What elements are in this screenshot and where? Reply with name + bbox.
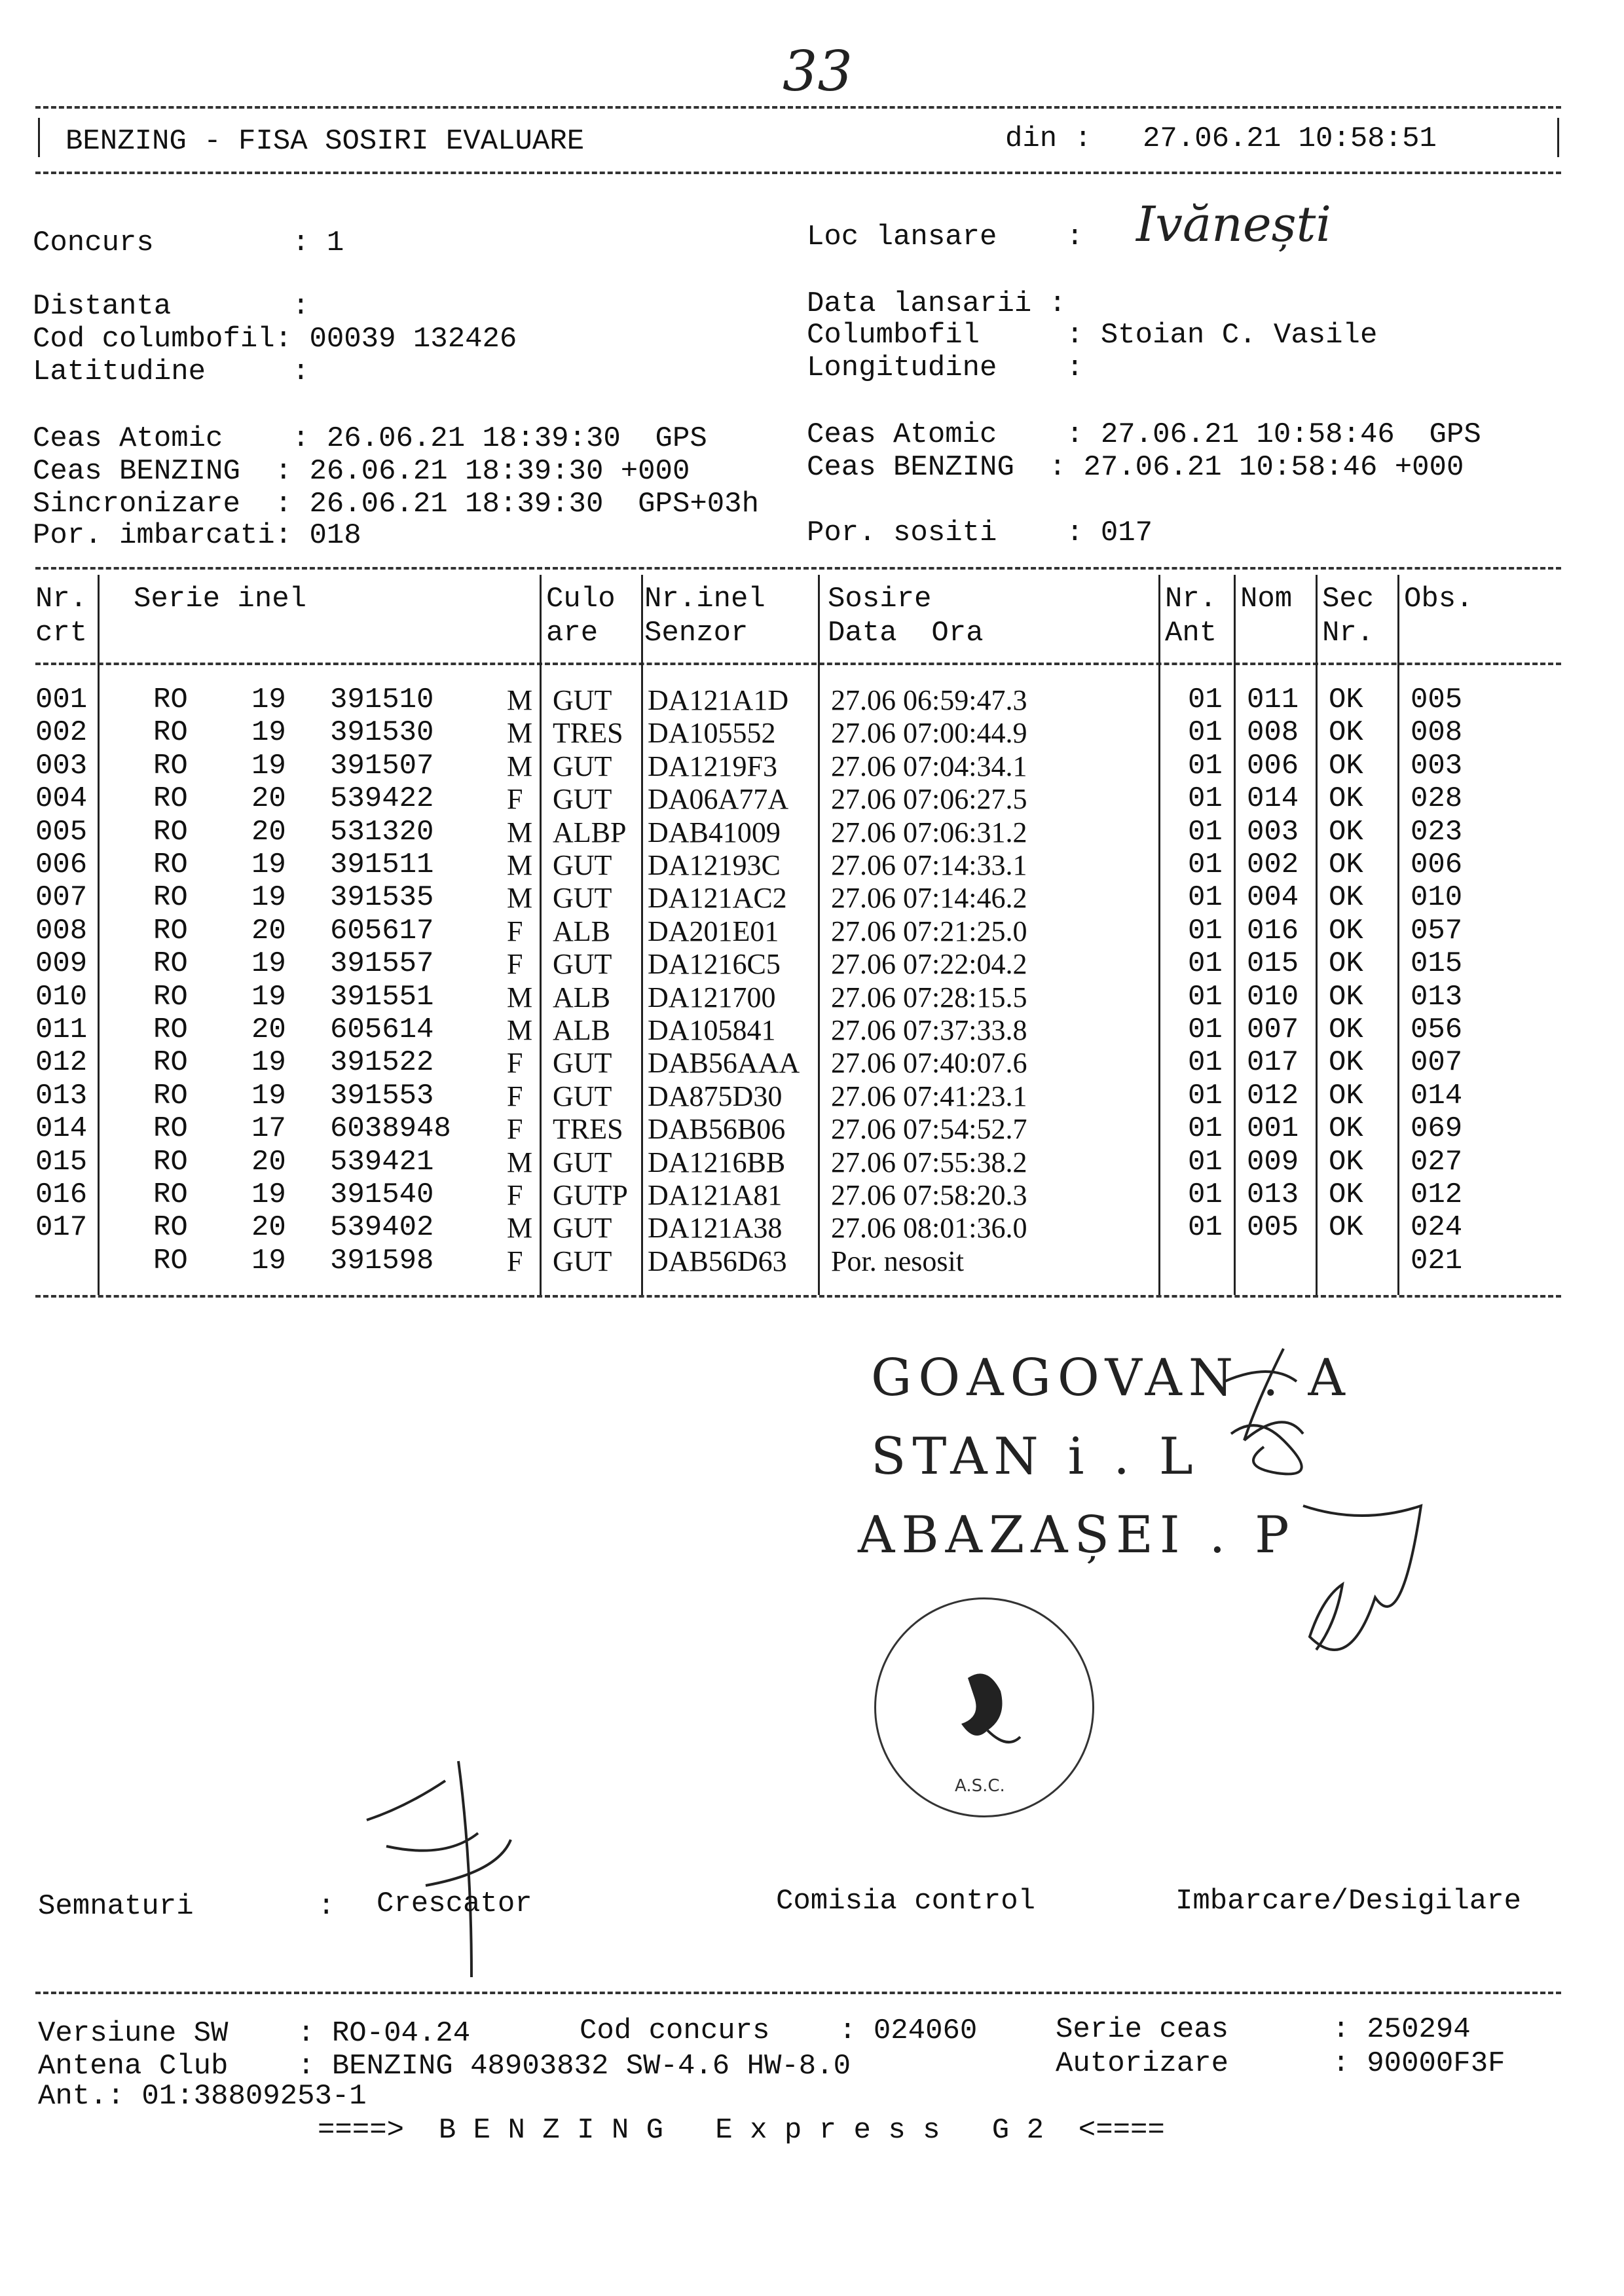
cell-tara: RO xyxy=(153,749,188,782)
cell-an: 20 xyxy=(251,815,286,848)
cell-nom: 013 xyxy=(1247,1178,1299,1211)
benzing-banner: ====> B E N Z I N G E x p r e s s G 2 <==== xyxy=(318,2114,1165,2147)
stamp-text: A.S.C. xyxy=(955,1776,1005,1796)
cell-obs: 027 xyxy=(1411,1145,1463,1178)
cell-an: 20 xyxy=(251,782,286,816)
cell-ant: 01 xyxy=(1188,1178,1223,1211)
cell-an: 20 xyxy=(251,1145,286,1178)
cell-sex: M xyxy=(507,1014,533,1046)
cell-sosire: 27.06 07:04:34.1 xyxy=(831,750,1027,782)
cell-senzor: DAB56AAA xyxy=(648,1047,800,1080)
concurs-field: Concurs : 1 xyxy=(33,227,344,259)
cell-senzor: DA121A38 xyxy=(648,1212,783,1245)
cell-sex: F xyxy=(507,1047,523,1080)
cell-nr: 004 xyxy=(35,782,88,816)
cell-sosire: 27.06 07:55:38.2 xyxy=(831,1146,1027,1178)
handwritten-name: ABAZAȘEI . P xyxy=(858,1506,1296,1565)
column-header-culoare: are xyxy=(546,617,599,649)
cell-obs: 003 xyxy=(1411,749,1463,782)
cod-columbofil-field: Cod columbofil: 00039 132426 xyxy=(33,323,517,355)
cell-culoare: GUTP xyxy=(553,1179,628,1211)
cell-sosire: 27.06 07:28:15.5 xyxy=(831,981,1027,1013)
cell-sex: F xyxy=(507,1080,523,1112)
column-header-nrinel: Nr.inel xyxy=(644,583,766,615)
cell-sec: OK xyxy=(1329,881,1363,915)
cell-sec: OK xyxy=(1329,1145,1363,1178)
cell-culoare: GUT xyxy=(553,1047,612,1080)
cell-sex: F xyxy=(507,1179,523,1211)
cell-culoare: GUT xyxy=(553,1212,612,1245)
cell-senzor: DAB41009 xyxy=(648,816,781,848)
cell-culoare: GUT xyxy=(553,783,612,816)
cell-an: 20 xyxy=(251,1211,286,1245)
cell-nr: 017 xyxy=(35,1211,88,1245)
cell-sex: F xyxy=(507,783,523,816)
cell-culoare: GUT xyxy=(553,684,612,716)
cell-inel: 391507 xyxy=(330,749,434,782)
cell-culoare: GUT xyxy=(553,849,612,881)
column-header-sec: Sec xyxy=(1322,583,1375,615)
cell-an: 20 xyxy=(251,914,286,947)
cell-inel: 539422 xyxy=(330,782,434,816)
cell-an: 19 xyxy=(251,683,286,716)
cell-nom: 007 xyxy=(1247,1013,1299,1046)
cell-sosire: 27.06 07:37:33.8 xyxy=(831,1014,1027,1046)
cell-sosire: 27.06 07:40:07.6 xyxy=(831,1047,1027,1080)
cell-culoare: GUT xyxy=(553,882,612,915)
column-header-culoare: Culo xyxy=(546,583,616,615)
cell-inel: 539421 xyxy=(330,1145,434,1178)
loc-lansare-field: Loc lansare : xyxy=(807,221,1084,253)
column-header-serie: Serie inel xyxy=(134,583,307,615)
cell-senzor: DA121AC2 xyxy=(648,882,787,915)
cell-nr: 007 xyxy=(35,881,88,915)
cell-ant: 01 xyxy=(1188,914,1223,947)
column-header-sec: Nr. xyxy=(1322,617,1375,649)
cell-inel: 6038948 xyxy=(330,1112,451,1146)
cell-sec: OK xyxy=(1329,980,1363,1013)
cell-nom: 003 xyxy=(1247,815,1299,848)
footer-separator xyxy=(35,1992,1561,1994)
cell-sex: M xyxy=(507,684,533,716)
cell-tara: RO xyxy=(153,947,188,981)
cell-inel: 531320 xyxy=(330,815,434,848)
cod-concurs: Cod concurs : 024060 xyxy=(580,2014,978,2047)
cell-obs: 069 xyxy=(1411,1112,1463,1146)
cell-tara: RO xyxy=(153,914,188,947)
cell-senzor: DA121A81 xyxy=(648,1179,783,1211)
column-header-nom: Nom xyxy=(1240,583,1293,615)
ceas-atomic-start: Ceas Atomic : 26.06.21 18:39:30 GPS xyxy=(33,422,707,455)
cell-obs: 010 xyxy=(1411,881,1463,915)
cell-sex: M xyxy=(507,816,533,848)
cell-senzor: DA12193C xyxy=(648,849,781,881)
ceas-atomic-end: Ceas Atomic : 27.06.21 10:58:46 GPS xyxy=(807,418,1481,451)
column-header-nr: crt xyxy=(35,617,88,649)
cell-sosire: 27.06 07:06:31.2 xyxy=(831,816,1027,848)
cell-ant: 01 xyxy=(1188,1145,1223,1178)
cell-obs: 006 xyxy=(1411,848,1463,881)
versiune-sw: Versiune SW : RO-04.24 xyxy=(38,2017,471,2050)
cell-sosire: 27.06 06:59:47.3 xyxy=(831,684,1027,716)
cell-senzor: DA201E01 xyxy=(648,915,779,947)
cell-tara: RO xyxy=(153,1145,188,1178)
report-datetime: 27.06.21 10:58:51 xyxy=(1143,122,1437,155)
cell-nom: 005 xyxy=(1247,1211,1299,1245)
cell-senzor: DA1219F3 xyxy=(648,750,778,782)
cell-tara: RO xyxy=(153,683,188,716)
imbarcare-label: Imbarcare/Desigilare xyxy=(1175,1885,1522,1918)
latitudine-field: Latitudine : xyxy=(33,355,310,388)
cell-culoare: ALB xyxy=(553,915,610,947)
serie-ceas: Serie ceas : 250294 xyxy=(1056,2013,1471,2046)
column-header-nr: Nr. xyxy=(35,583,88,615)
cell-sec: OK xyxy=(1329,947,1363,981)
cell-senzor: DA105841 xyxy=(648,1014,776,1046)
longitudine-field: Longitudine : xyxy=(807,352,1084,384)
cell-an: 19 xyxy=(251,881,286,915)
column-header-ant: Nr. xyxy=(1165,583,1217,615)
cell-tara: RO xyxy=(153,1244,188,1277)
cell-inel: 391540 xyxy=(330,1178,434,1211)
cell-an: 19 xyxy=(251,1079,286,1112)
cell-nr: 005 xyxy=(35,815,88,848)
cell-nr: 014 xyxy=(35,1112,88,1146)
column-header-obs: Obs. xyxy=(1404,583,1473,615)
cell-inel: 391511 xyxy=(330,848,434,881)
cell-culoare: ALBP xyxy=(553,816,627,848)
cell-nr: 006 xyxy=(35,848,88,881)
cell-nom: 009 xyxy=(1247,1145,1299,1178)
cell-sex: M xyxy=(507,849,533,881)
cell-an: 19 xyxy=(251,947,286,981)
cell-sec: OK xyxy=(1329,1013,1363,1046)
cell-ant: 01 xyxy=(1188,782,1223,816)
club-stamp xyxy=(874,1597,1094,1817)
cell-sec: OK xyxy=(1329,749,1363,782)
cell-nr: 008 xyxy=(35,914,88,947)
cell-senzor: DAB56D63 xyxy=(648,1245,787,1277)
cell-ant: 01 xyxy=(1188,947,1223,981)
cell-obs: 057 xyxy=(1411,914,1463,947)
cell-nom: 004 xyxy=(1247,881,1299,915)
cell-sosire: 27.06 08:01:36.0 xyxy=(831,1212,1027,1245)
cell-sex: F xyxy=(507,1245,523,1277)
cell-senzor: DA121A1D xyxy=(648,684,789,716)
cell-nom: 014 xyxy=(1247,782,1299,816)
cell-nom: 006 xyxy=(1247,749,1299,782)
cell-nr: 010 xyxy=(35,980,88,1013)
ceas-benzing-end: Ceas BENZING : 27.06.21 10:58:46 +000 xyxy=(807,451,1464,484)
cell-inel: 391598 xyxy=(330,1244,434,1277)
cell-sosire: 27.06 07:00:44.9 xyxy=(831,717,1027,750)
sincronizare: Sincronizare : 26.06.21 18:39:30 GPS+03h xyxy=(33,488,759,520)
cell-sec: OK xyxy=(1329,716,1363,750)
cell-inel: 391551 xyxy=(330,980,434,1013)
cell-senzor: DA06A77A xyxy=(648,783,789,816)
cell-ant: 01 xyxy=(1188,1013,1223,1046)
cell-nom: 016 xyxy=(1247,914,1299,947)
cell-sex: M xyxy=(507,981,533,1013)
cell-senzor: DAB56B06 xyxy=(648,1113,786,1146)
cell-nr: 001 xyxy=(35,683,88,716)
cell-sex: F xyxy=(507,948,523,981)
cell-inel: 391535 xyxy=(330,881,434,915)
column-header-nrinel: Senzor xyxy=(644,617,748,649)
cell-ant: 01 xyxy=(1188,749,1223,782)
cell-nom: 001 xyxy=(1247,1112,1299,1146)
cell-sec: OK xyxy=(1329,683,1363,716)
por-imbarcati: Por. imbarcati: 018 xyxy=(33,519,361,552)
cell-tara: RO xyxy=(153,980,188,1013)
crescator-label: Crescator xyxy=(377,1887,532,1920)
cell-ant: 01 xyxy=(1188,1046,1223,1080)
cell-sosire: 27.06 07:14:33.1 xyxy=(831,849,1027,881)
cell-nom: 008 xyxy=(1247,716,1299,750)
por-sositi: Por. sositi : 017 xyxy=(807,517,1153,549)
cell-sec: OK xyxy=(1329,1211,1363,1245)
cell-tara: RO xyxy=(153,815,188,848)
cell-an: 17 xyxy=(251,1112,286,1146)
cell-culoare: ALB xyxy=(553,981,610,1013)
cell-an: 19 xyxy=(251,1244,286,1277)
cell-culoare: TRES xyxy=(553,717,623,750)
cell-ant: 01 xyxy=(1188,1112,1223,1146)
cell-tara: RO xyxy=(153,1046,188,1080)
semnaturi-label: Semnaturi xyxy=(38,1890,194,1923)
loc-lansare-handwritten: Ivănești xyxy=(1136,196,1331,253)
cell-inel: 539402 xyxy=(330,1211,434,1245)
cell-sex: F xyxy=(507,1113,523,1146)
cell-nom: 012 xyxy=(1247,1079,1299,1112)
cell-nom: 010 xyxy=(1247,980,1299,1013)
cell-an: 20 xyxy=(251,1013,286,1046)
din-label: din : xyxy=(1005,122,1092,155)
column-header-sosire: Sosire xyxy=(828,583,932,615)
cell-nr: 009 xyxy=(35,947,88,981)
cell-culoare: GUT xyxy=(553,1080,612,1112)
cell-an: 19 xyxy=(251,1046,286,1080)
cell-sec: OK xyxy=(1329,1178,1363,1211)
cell-sec: OK xyxy=(1329,1079,1363,1112)
cell-tara: RO xyxy=(153,848,188,881)
cell-nom: 015 xyxy=(1247,947,1299,981)
cell-sosire: 27.06 07:58:20.3 xyxy=(831,1179,1027,1211)
cell-ant: 01 xyxy=(1188,848,1223,881)
cell-sec: OK xyxy=(1329,914,1363,947)
data-lansarii-field: Data lansarii : xyxy=(807,287,1067,320)
distanta-field: Distanta : xyxy=(33,290,310,323)
cell-inel: 391522 xyxy=(330,1046,434,1080)
cell-tara: RO xyxy=(153,1112,188,1146)
cell-tara: RO xyxy=(153,716,188,750)
cell-an: 19 xyxy=(251,1178,286,1211)
cell-sex: M xyxy=(507,717,533,750)
cell-obs: 007 xyxy=(1411,1046,1463,1080)
cell-sec: OK xyxy=(1329,782,1363,816)
cell-tara: RO xyxy=(153,1013,188,1046)
cell-culoare: GUT xyxy=(553,1245,612,1277)
antenna-id: Ant.: 01:38809253-1 xyxy=(38,2080,367,2113)
cell-obs: 008 xyxy=(1411,716,1463,750)
cell-sosire: 27.06 07:14:46.2 xyxy=(831,882,1027,915)
cell-inel: 391510 xyxy=(330,683,434,716)
cell-obs: 023 xyxy=(1411,815,1463,848)
handwritten-name: GOAGOVAN . A xyxy=(871,1349,1352,1408)
cell-sosire: Por. nesosit xyxy=(831,1245,964,1277)
cell-inel: 391553 xyxy=(330,1079,434,1112)
cell-obs: 014 xyxy=(1411,1079,1463,1112)
cell-obs: 013 xyxy=(1411,980,1463,1013)
cell-obs: 012 xyxy=(1411,1178,1463,1211)
cell-senzor: DA1216BB xyxy=(648,1146,786,1178)
cell-inel: 391557 xyxy=(330,947,434,981)
cell-tara: RO xyxy=(153,1079,188,1112)
cell-sosire: 27.06 07:22:04.2 xyxy=(831,948,1027,981)
cell-sec: OK xyxy=(1329,848,1363,881)
cell-nr: 012 xyxy=(35,1046,88,1080)
cell-inel: 605614 xyxy=(330,1013,434,1046)
cell-sex: M xyxy=(507,1212,533,1245)
cell-inel: 605617 xyxy=(330,914,434,947)
cell-sec: OK xyxy=(1329,1112,1363,1146)
cell-ant: 01 xyxy=(1188,683,1223,716)
cell-ant: 01 xyxy=(1188,1079,1223,1112)
cell-obs: 005 xyxy=(1411,683,1463,716)
cell-nom: 011 xyxy=(1247,683,1299,716)
cell-sosire: 27.06 07:21:25.0 xyxy=(831,915,1027,947)
cell-tara: RO xyxy=(153,881,188,915)
cell-culoare: GUT xyxy=(553,948,612,981)
cell-nr: 002 xyxy=(35,716,88,750)
cell-culoare: GUT xyxy=(553,1146,612,1178)
cell-senzor: DA105552 xyxy=(648,717,776,750)
handwritten-name: STAN i . L xyxy=(871,1427,1200,1486)
cell-obs: 056 xyxy=(1411,1013,1463,1046)
cell-senzor: DA121700 xyxy=(648,981,776,1013)
cell-nr: 016 xyxy=(35,1178,88,1211)
cell-sex: M xyxy=(507,750,533,782)
cell-tara: RO xyxy=(153,1211,188,1245)
cell-sex: M xyxy=(507,1146,533,1178)
cell-ant: 01 xyxy=(1188,815,1223,848)
cell-sex: F xyxy=(507,915,523,947)
cell-nr: 015 xyxy=(35,1145,88,1178)
cell-ant: 01 xyxy=(1188,980,1223,1013)
comisia-label: Comisia control xyxy=(776,1885,1036,1918)
ceas-benzing-start: Ceas BENZING : 26.06.21 18:39:30 +000 xyxy=(33,455,690,488)
cell-culoare: ALB xyxy=(553,1014,610,1046)
cell-nr: 003 xyxy=(35,749,88,782)
cell-senzor: DA875D30 xyxy=(648,1080,783,1112)
antena-club: Antena Club : BENZING 48903832 SW-4.6 HW-8.0 xyxy=(38,2050,851,2083)
cell-nom: 002 xyxy=(1247,848,1299,881)
cell-culoare: TRES xyxy=(553,1113,623,1146)
column-header-sosire: Data Ora xyxy=(828,617,984,649)
cell-obs: 021 xyxy=(1411,1244,1463,1277)
cell-sosire: 27.06 07:41:23.1 xyxy=(831,1080,1027,1112)
cell-tara: RO xyxy=(153,1178,188,1211)
cell-an: 19 xyxy=(251,848,286,881)
cell-sec: OK xyxy=(1329,1046,1363,1080)
cell-an: 19 xyxy=(251,716,286,750)
autorizare: Autorizare : 90000F3F xyxy=(1056,2047,1505,2080)
cell-sex: M xyxy=(507,882,533,915)
cell-ant: 01 xyxy=(1188,881,1223,915)
cell-an: 19 xyxy=(251,980,286,1013)
cell-an: 19 xyxy=(251,749,286,782)
cell-obs: 028 xyxy=(1411,782,1463,816)
cell-nom: 017 xyxy=(1247,1046,1299,1080)
cell-sosire: 27.06 07:54:52.7 xyxy=(831,1113,1027,1146)
column-header-ant: Ant xyxy=(1165,617,1217,649)
cell-culoare: GUT xyxy=(553,750,612,782)
report-title: BENZING - FISA SOSIRI EVALUARE xyxy=(65,125,585,158)
cell-sec: OK xyxy=(1329,815,1363,848)
cell-nr: 013 xyxy=(35,1079,88,1112)
cell-ant: 01 xyxy=(1188,1211,1223,1245)
cell-senzor: DA1216C5 xyxy=(648,948,781,981)
page-number: 33 xyxy=(783,39,853,103)
columbofil-field: Columbofil : Stoian C. Vasile xyxy=(807,319,1378,352)
cell-sosire: 27.06 07:06:27.5 xyxy=(831,783,1027,816)
cell-obs: 024 xyxy=(1411,1211,1463,1245)
cell-inel: 391530 xyxy=(330,716,434,750)
cell-ant: 01 xyxy=(1188,716,1223,750)
cell-nr: 011 xyxy=(35,1013,88,1046)
cell-obs: 015 xyxy=(1411,947,1463,981)
semnaturi-colon: : xyxy=(318,1890,335,1923)
cell-tara: RO xyxy=(153,782,188,816)
